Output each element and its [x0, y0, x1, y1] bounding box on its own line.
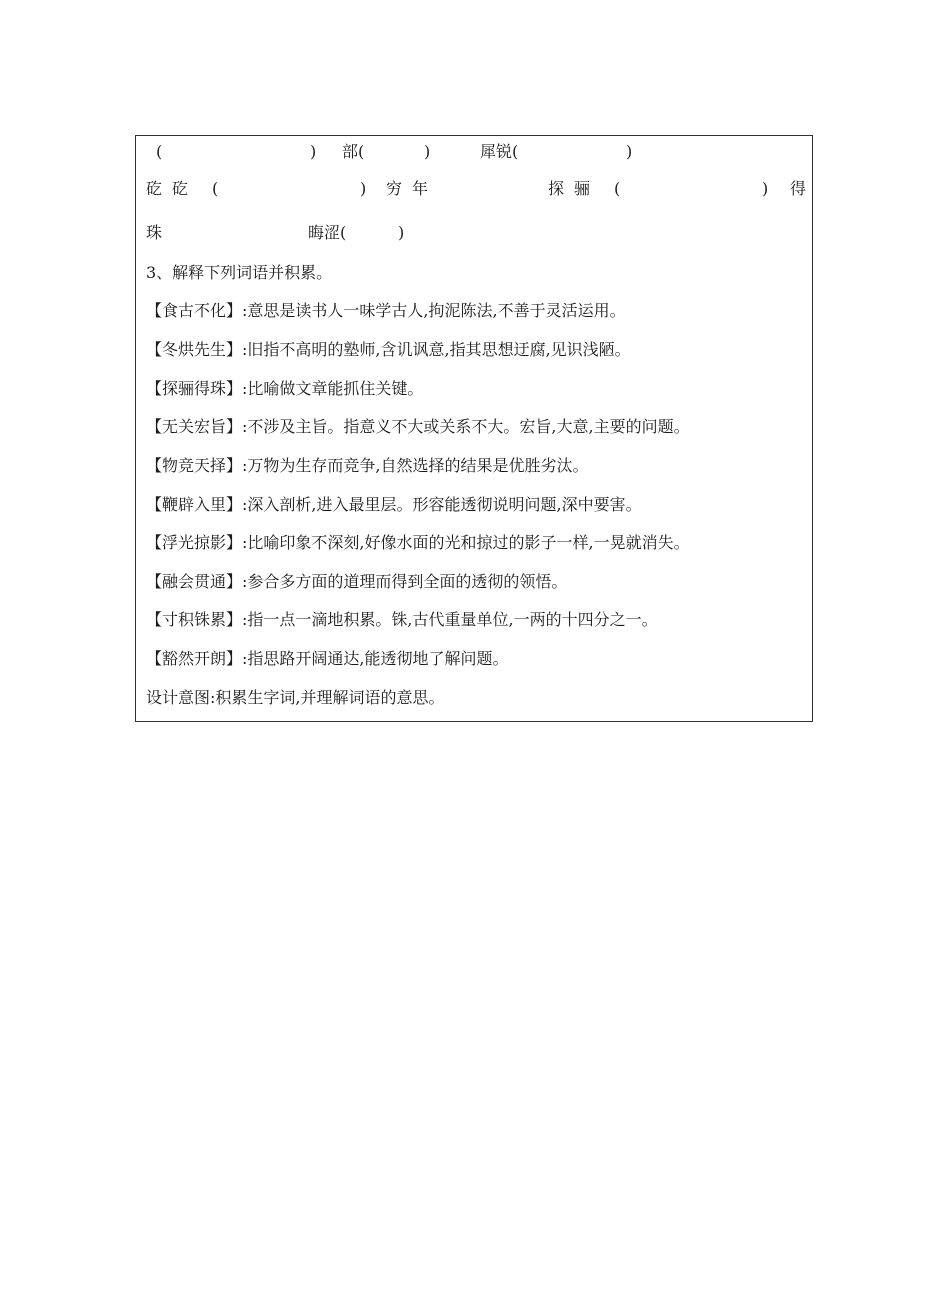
definition-term: 【无关宏旨】 [146, 417, 243, 436]
word-bu: 部( [342, 142, 365, 161]
section-heading: 3、解释下列词语并积累。 [146, 263, 333, 282]
definition-text: :指思路开阔通达,能透彻地了解问题。 [242, 649, 509, 668]
definition-item [146, 533, 690, 553]
definition-text: :不涉及主旨。指意义不大或关系不大。宏旨,大意,主要的问题。 [242, 417, 690, 436]
blank-close: ) [360, 179, 367, 198]
definition-item [146, 572, 567, 592]
definition-item [146, 456, 589, 476]
word-xirui: 犀锐( [480, 142, 519, 161]
definition-text: :比喻做文章能抓住关键。 [242, 379, 424, 398]
definition-text: :深入剖析,进入最里层。形容能透彻说明问题,深中要害。 [242, 495, 642, 514]
definition-term: 【寸积铢累】 [146, 610, 243, 629]
word-kuku: 矻矻 [146, 179, 199, 198]
definition-text: :指一点一滴地积累。铢,古代重量单位,一两的十四分之一。 [242, 610, 658, 629]
definition-term: 【物竞天择】 [146, 456, 243, 475]
definition-item [146, 649, 509, 669]
blank-open: ( [156, 142, 163, 161]
definition-term: 【浮光掠影】 [146, 533, 243, 552]
blank-open: ( [212, 179, 219, 198]
exercise-box [135, 135, 813, 722]
blank-close: ) [424, 142, 431, 161]
definition-item [146, 610, 658, 630]
blank-open: ( [614, 179, 621, 198]
word-tanli: 探骊 [548, 179, 601, 198]
definition-term: 【食古不化】 [146, 301, 243, 320]
definition-text: :比喻印象不深刻,好像水面的光和掠过的影子一样,一晃就消失。 [242, 533, 690, 552]
definition-term: 【融会贯通】 [146, 572, 243, 591]
blank-close: ) [310, 142, 317, 161]
blank-close: ) [762, 179, 769, 198]
word-zhu: 珠 [146, 223, 163, 242]
definition-text: :参合多方面的道理而得到全面的透彻的领悟。 [242, 572, 568, 591]
word-de: 得 [790, 179, 807, 198]
blank-close: ) [626, 142, 633, 161]
definition-text: :意思是读书人一味学古人,拘泥陈法,不善于灵活运用。 [242, 301, 626, 320]
definition-term: 【冬烘先生】 [146, 340, 243, 359]
definition-text: :万物为生存而竞争,自然选择的结果是优胜劣汰。 [242, 456, 589, 475]
definition-term: 【探骊得珠】 [146, 379, 243, 398]
definition-term: 【豁然开朗】 [146, 649, 243, 668]
definition-text: :旧指不高明的塾师,含讥讽意,指其思想迂腐,见识浅陋。 [242, 340, 631, 359]
definition-item [146, 301, 626, 321]
definition-item [146, 417, 690, 437]
word-qiongnian: 穷年 [386, 179, 439, 198]
definition-item [146, 340, 631, 360]
blank-close: ) [398, 223, 405, 242]
definition-term: 【鞭辟入里】 [146, 495, 243, 514]
design-intent: 设计意图:积累生字词,并理解词语的意思。 [146, 688, 445, 707]
definition-item [146, 495, 642, 515]
word-huise: 晦涩( [308, 223, 347, 242]
definition-item [146, 379, 423, 399]
